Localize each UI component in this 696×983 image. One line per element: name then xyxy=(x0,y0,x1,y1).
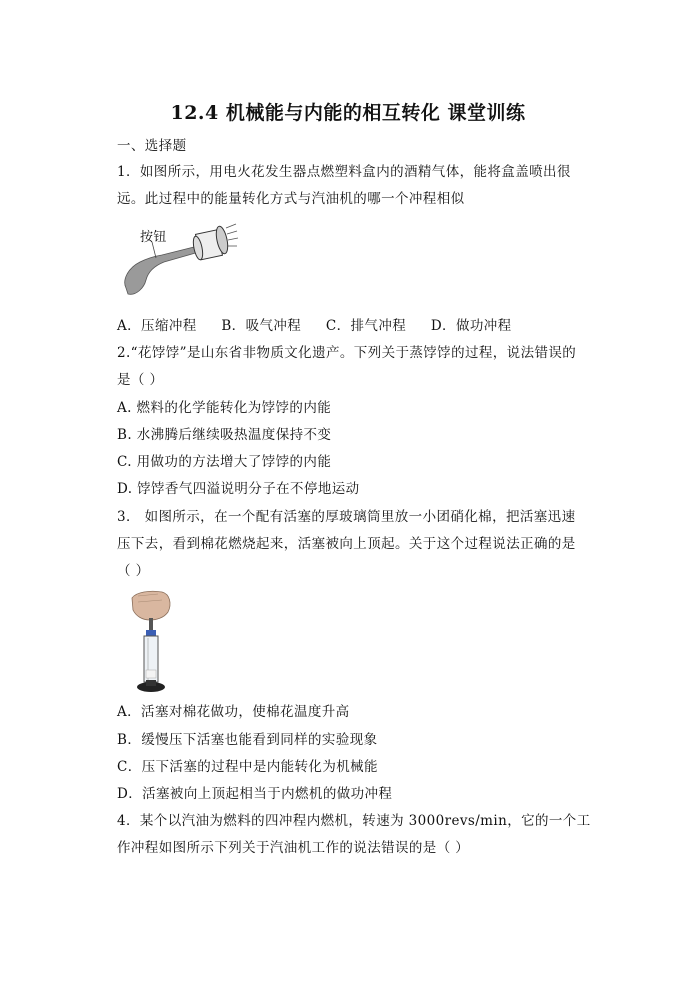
q1-option-b: B．吸气冲程 xyxy=(221,318,302,334)
q1-option-d: D．做功冲程 xyxy=(430,318,512,334)
q3-option-a: A．活塞对棉花做功，使棉花温度升高 xyxy=(117,704,350,720)
q1-text-line1: 1．如图所示，用电火花发生器点燃塑料盒内的酒精气体，能将盒盖喷出很 xyxy=(117,164,571,180)
q2-option-b: B. 水沸腾后继续吸热温度保持不变 xyxy=(117,427,332,443)
q2-option-d: D. 饽饽香气四溢说明分子在不停地运动 xyxy=(117,481,360,497)
q4-text-line1: 4．某个以汽油为燃料的四冲程内燃机，转速为 3000revs/min，它的一个工 xyxy=(117,813,591,829)
page-title: 12.4 机械能与内能的相互转化 课堂训练 xyxy=(170,102,526,124)
q1-option-a: A．压缩冲程 xyxy=(117,318,197,334)
q1-figure-label: 按钮 xyxy=(140,230,167,245)
q1-option-c: C．排气冲程 xyxy=(325,318,407,334)
q4-text-line2: 作冲程如图所示下列关于汽油机工作的说法错误的是（ ） xyxy=(117,840,470,856)
q1-options xyxy=(117,316,579,336)
q2-text-line2: 是（ ） xyxy=(117,372,164,388)
q2-option-a: A. 燃料的化学能转化为饽饽的内能 xyxy=(117,400,332,416)
q3-text-line3: （ ） xyxy=(117,563,150,579)
q1-text-line2: 远。此过程中的能量转化方式与汽油机的哪一个冲程相似 xyxy=(117,191,465,207)
q3-text-line2: 压下去，看到棉花燃烧起来，活塞被向上顶起。关于这个过程说法正确的是 xyxy=(117,536,576,552)
q3-option-b: B．缓慢压下活塞也能看到同样的实验现象 xyxy=(117,732,378,748)
q2-text-line1: 2.“花饽饽”是山东省非物质文化遗产。下列关于蒸饽饽的过程，说法错误的 xyxy=(117,345,577,361)
q3-piston-cylinder-figure xyxy=(128,590,174,696)
q3-text-line1: 3． 如图所示，在一个配有活塞的厚玻璃筒里放一小团硝化棉，把活塞迅速 xyxy=(117,509,576,525)
q3-option-d: D．活塞被向上顶起相当于内燃机的做功冲程 xyxy=(117,786,393,802)
section-heading: 一、选择题 xyxy=(117,138,187,154)
q3-option-c: C．压下活塞的过程中是内能转化为机械能 xyxy=(117,759,378,775)
q2-option-c: C. 用做功的方法增大了饽饽的内能 xyxy=(117,454,332,470)
